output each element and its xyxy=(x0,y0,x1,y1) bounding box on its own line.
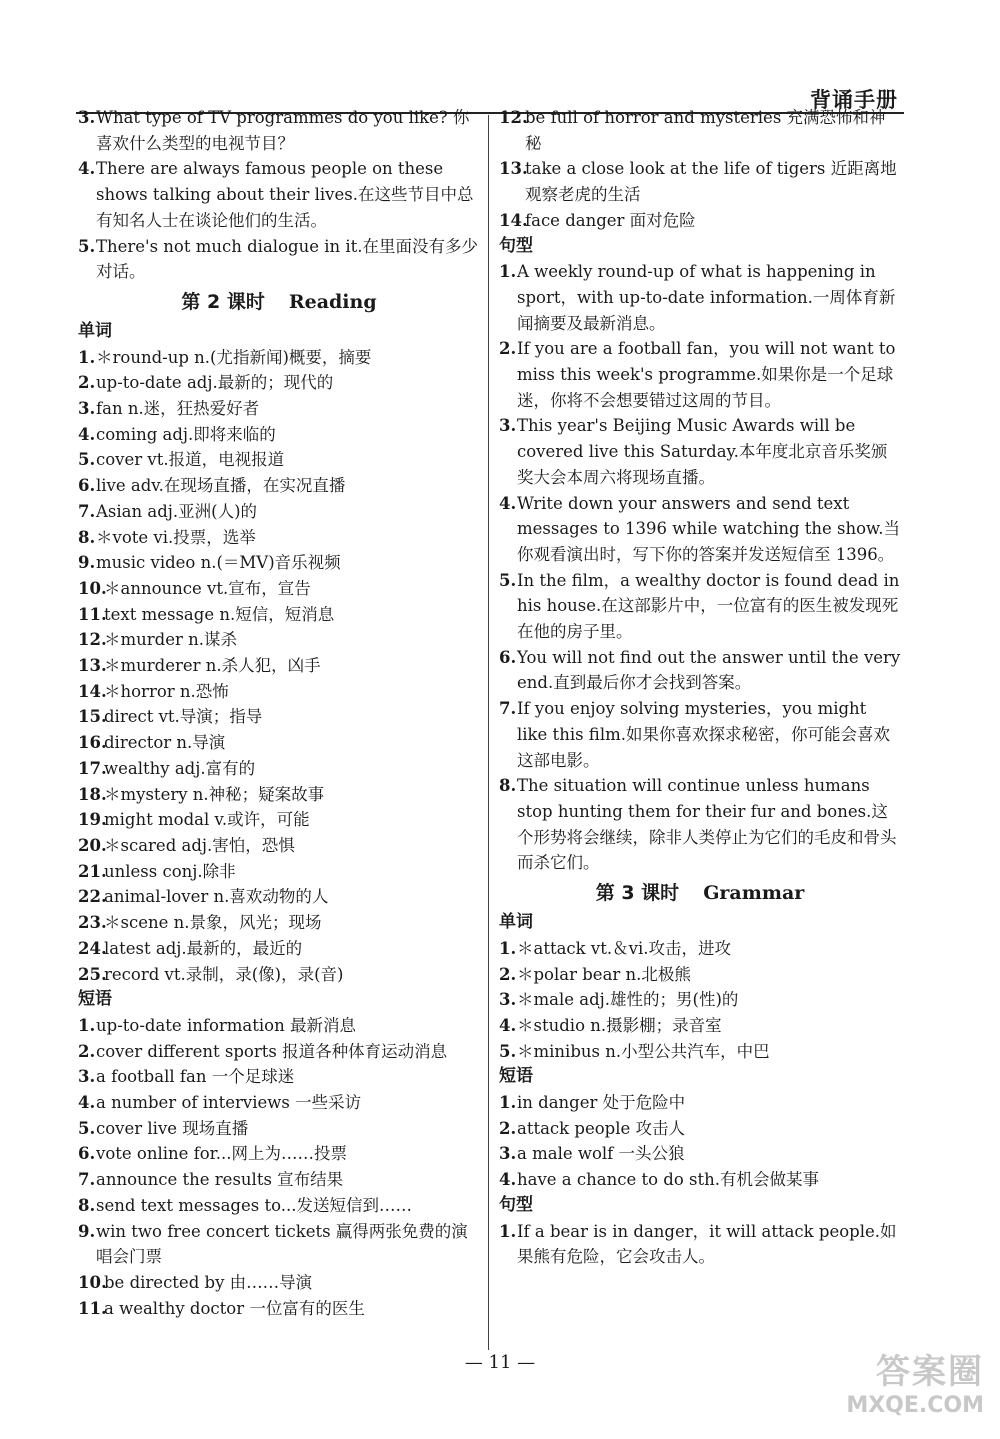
list-item xyxy=(78,627,480,653)
watermark-logo xyxy=(814,1351,984,1431)
item-text: ＊minibus n.小型公共汽车，中巴 xyxy=(517,1041,770,1061)
item-text: live adv.在现场直播，在实况直播 xyxy=(96,476,346,496)
item-number: 2. xyxy=(78,1041,96,1061)
item-text: wealthy adj.富有的 xyxy=(104,758,256,778)
section-heading: 句型 xyxy=(499,1194,533,1215)
item-number: 24. xyxy=(78,938,107,958)
item-number: 7. xyxy=(499,699,517,719)
list-item xyxy=(78,602,480,628)
list-item xyxy=(78,370,480,396)
item-number: 11. xyxy=(78,1298,107,1318)
item-number: 4. xyxy=(78,424,96,444)
item-text: record vt.录制，录(像)，录(音) xyxy=(104,964,344,984)
item-text: cover vt.报道，电视报道 xyxy=(96,450,285,470)
list-item xyxy=(78,156,480,233)
item-number: 5. xyxy=(499,570,517,590)
list-item xyxy=(78,1219,480,1270)
right-column xyxy=(499,105,901,1270)
item-text: ＊attack vt.＆vi.攻击，进攻 xyxy=(517,938,731,958)
lesson-title xyxy=(78,287,480,317)
item-text: win two free concert tickets 赢得两张免费的演唱会门票 xyxy=(96,1221,468,1267)
item-text: in danger 处于危险中 xyxy=(517,1093,686,1113)
item-text: If you enjoy solving mysteries，you might like this film.如果你喜欢探求秘密，你可能会喜欢这部电影。 xyxy=(517,699,890,770)
item-number: 14. xyxy=(78,681,107,701)
item-number: 9. xyxy=(78,553,96,573)
item-text: The situation will continue unless humans stop hunting them for their fur and bones.这个形势将会继续，除非人类停止为它们的毛皮和骨头而杀它们。 xyxy=(517,776,897,873)
item-number: 3. xyxy=(78,108,96,127)
item-number: 3. xyxy=(78,399,96,419)
item-number: 5. xyxy=(499,1041,517,1061)
page-number: — 11 — xyxy=(464,1352,536,1373)
item-number: 7. xyxy=(78,1170,96,1190)
item-number: 6. xyxy=(499,647,517,667)
item-number: 1. xyxy=(499,938,517,958)
item-number: 7. xyxy=(78,501,96,521)
item-text: In the film，a wealthy doctor is found dead in his house.在这部影片中，一位富有的医生被发现死在他的房子里。 xyxy=(517,570,900,642)
list-item xyxy=(499,645,901,696)
item-number: 15. xyxy=(78,707,107,727)
item-number: 13. xyxy=(499,159,528,179)
item-number: 12. xyxy=(78,630,107,650)
item-number: 4. xyxy=(499,493,517,513)
list-item xyxy=(499,259,901,336)
list-item xyxy=(78,473,480,499)
section-heading: 句型 xyxy=(499,235,533,256)
list-item xyxy=(78,1039,480,1065)
lesson-number: 第 3 课时 xyxy=(595,882,680,905)
item-number: 18. xyxy=(78,784,107,804)
item-text: ＊male adj.雄性的；男(性)的 xyxy=(517,990,739,1010)
item-number: 11. xyxy=(78,604,107,624)
item-text: might modal v.或许，可能 xyxy=(104,810,310,830)
item-number: 10. xyxy=(78,1272,107,1292)
item-number: 1. xyxy=(78,347,96,367)
list-item xyxy=(78,756,480,782)
item-text: up-to-date adj.最新的；现代的 xyxy=(96,373,334,393)
item-text: cover live 现场直播 xyxy=(96,1118,249,1138)
list-item xyxy=(78,653,480,679)
item-text: If you are a football fan，you will not want to miss this week's programme.如果你是一个足球迷，你将不会想要错过这周的节目。 xyxy=(517,339,896,410)
lesson-name: Reading xyxy=(288,290,377,313)
item-text: fan n.迷，狂热爱好者 xyxy=(96,399,260,419)
item-text: ＊mystery n.神秘；疑案故事 xyxy=(104,784,325,804)
item-text: ＊murder n.谋杀 xyxy=(104,630,237,650)
list-item xyxy=(499,987,901,1013)
list-item xyxy=(78,1296,480,1322)
item-text: music video n.(＝MV)音乐视频 xyxy=(96,553,341,573)
list-item xyxy=(499,413,901,490)
item-number: 4. xyxy=(78,159,96,179)
item-number: 4. xyxy=(499,1015,517,1035)
item-text: ＊studio n.摄影棚；录音室 xyxy=(517,1015,722,1035)
list-item xyxy=(499,1039,901,1065)
item-number: 19. xyxy=(78,810,107,830)
list-item xyxy=(499,936,901,962)
item-number: 6. xyxy=(78,1144,96,1164)
list-item xyxy=(78,833,480,859)
list-item xyxy=(499,1013,901,1039)
item-text: attack people 攻击人 xyxy=(517,1118,686,1138)
item-text: ＊announce vt.宣布，宣告 xyxy=(104,578,311,598)
item-number: 4. xyxy=(499,1170,517,1190)
list-item xyxy=(78,730,480,756)
list-item xyxy=(78,576,480,602)
item-number: 25. xyxy=(78,964,107,984)
item-number: 2. xyxy=(78,373,96,393)
list-item xyxy=(499,568,901,645)
item-number: 23. xyxy=(78,913,107,933)
list-item xyxy=(499,1090,901,1116)
list-item xyxy=(499,156,901,207)
item-number: 12. xyxy=(499,108,528,127)
item-text: animal-lover n.喜欢动物的人 xyxy=(104,887,329,907)
item-number: 14. xyxy=(499,210,528,230)
list-item xyxy=(499,1219,901,1270)
item-number: 3. xyxy=(78,1067,96,1087)
section-heading: 单词 xyxy=(499,912,533,933)
item-text: vote online for...网上为……投票 xyxy=(96,1144,347,1164)
item-text: Asian adj.亚洲(人)的 xyxy=(96,501,258,521)
list-item xyxy=(78,782,480,808)
list-item xyxy=(78,1167,480,1193)
item-text: latest adj.最新的，最近的 xyxy=(104,938,303,958)
item-text: ＊polar bear n.北极熊 xyxy=(517,964,691,984)
item-text: text message n.短信，短消息 xyxy=(104,604,335,624)
item-text: unless conj.除非 xyxy=(104,861,236,881)
item-text: There are always famous people on these shows talking about their lives.在这些节目中总有知名人士在谈论他们的生活。 xyxy=(96,159,474,230)
item-text: have a chance to do sth.有机会做某事 xyxy=(517,1170,819,1190)
item-text: ＊vote vi.投票，选举 xyxy=(96,527,256,547)
list-item xyxy=(78,1141,480,1167)
item-number: 4. xyxy=(78,1093,96,1113)
item-text: cover different sports 报道各种体育运动消息 xyxy=(96,1041,448,1061)
item-number: 5. xyxy=(78,236,96,256)
list-item xyxy=(78,422,480,448)
item-text: ＊scene n.景象，风光；现场 xyxy=(104,913,322,933)
item-number: 20. xyxy=(78,835,107,855)
list-item xyxy=(78,884,480,910)
item-number: 17. xyxy=(78,758,107,778)
section-heading: 短语 xyxy=(499,1066,533,1087)
item-text: This year's Beijing Music Awards will be covered live this Saturday.本年度北京音乐奖颁奖大会本周六将现场直播。 xyxy=(517,416,888,487)
item-number: 3. xyxy=(499,990,517,1010)
watermark-text: 答案圈 xyxy=(876,1352,984,1392)
list-item xyxy=(78,499,480,525)
watermark-url: MXQE.COM xyxy=(846,1393,984,1418)
item-number: 1. xyxy=(499,262,517,282)
list-item xyxy=(78,1090,480,1116)
item-number: 8. xyxy=(499,776,517,796)
list-item xyxy=(78,1064,480,1090)
item-number: 1. xyxy=(78,1015,96,1035)
list-item xyxy=(499,491,901,568)
item-text: There's not much dialogue in it.在里面没有多少对话。 xyxy=(96,236,479,282)
list-item xyxy=(499,336,901,413)
list-item xyxy=(78,704,480,730)
item-number: 2. xyxy=(499,1118,517,1138)
list-item xyxy=(78,962,480,988)
list-item xyxy=(78,807,480,833)
list-item xyxy=(78,1013,480,1039)
item-text: ＊scared adj.害怕，恐惧 xyxy=(104,835,295,855)
item-number: 1. xyxy=(499,1093,517,1113)
item-text: send text messages to...发送短信到…… xyxy=(96,1195,412,1215)
item-number: 2. xyxy=(499,339,517,359)
item-number: 2. xyxy=(499,964,517,984)
item-text: a male wolf 一头公狼 xyxy=(517,1144,685,1164)
list-item xyxy=(499,696,901,773)
left-column xyxy=(78,105,480,1321)
item-text: ＊murderer n.杀人犯，凶手 xyxy=(104,656,321,676)
item-text: You will not find out the answer until the very end.直到最后你才会找到答案。 xyxy=(517,647,901,693)
list-item xyxy=(78,396,480,422)
list-item xyxy=(499,1141,901,1167)
item-text: A weekly round-up of what is happening in sport，with up-to-date information.一周体育新闻摘要及最新消息。 xyxy=(517,262,896,333)
item-text: If a bear is in danger，it will attack people.如果熊有危险，它会攻击人。 xyxy=(517,1221,897,1267)
item-text: a football fan 一个足球迷 xyxy=(96,1067,295,1087)
item-number: 5. xyxy=(78,1118,96,1138)
list-item xyxy=(78,550,480,576)
item-text: a number of interviews 一些采访 xyxy=(96,1093,362,1113)
item-text: be directed by 由……导演 xyxy=(104,1272,313,1292)
item-number: 13. xyxy=(78,656,107,676)
item-text: ＊round-up n.(尤指新闻)概要，摘要 xyxy=(96,347,372,367)
item-number: 1. xyxy=(499,1221,517,1241)
list-item xyxy=(78,1193,480,1219)
list-item xyxy=(78,936,480,962)
list-item xyxy=(78,234,480,285)
lesson-number: 第 2 课时 xyxy=(181,290,265,313)
item-text: direct vt.导演；指导 xyxy=(104,707,263,727)
column-divider xyxy=(488,115,489,1350)
item-text: ＊horror n.恐怖 xyxy=(104,681,229,701)
item-text: director n.导演 xyxy=(104,733,226,753)
item-number: 5. xyxy=(78,450,96,470)
item-text: announce the results 宣布结果 xyxy=(96,1170,344,1190)
item-number: 10. xyxy=(78,578,107,598)
list-item xyxy=(499,1116,901,1142)
list-item xyxy=(499,208,901,234)
item-number: 8. xyxy=(78,527,96,547)
lesson-name: Grammar xyxy=(703,882,805,905)
item-number: 16. xyxy=(78,733,107,753)
list-item xyxy=(78,525,480,551)
list-item xyxy=(78,859,480,885)
item-text: Write down your answers and send text messages to 1396 while watching the show.当你观看演出时，写下你的答案并发送短信至 1396。 xyxy=(517,493,900,564)
list-item xyxy=(78,105,480,156)
item-text: up-to-date information 最新消息 xyxy=(96,1015,356,1035)
item-text: a wealthy doctor 一位富有的医生 xyxy=(104,1298,365,1318)
list-item xyxy=(78,1270,480,1296)
list-item xyxy=(78,1116,480,1142)
item-number: 21. xyxy=(78,861,107,881)
list-item xyxy=(499,962,901,988)
list-item xyxy=(78,679,480,705)
lesson-title xyxy=(499,878,901,908)
item-number: 3. xyxy=(499,1144,517,1164)
list-item xyxy=(499,1167,901,1193)
list-item xyxy=(78,345,480,371)
item-text: face danger 面对危险 xyxy=(525,210,696,230)
list-item xyxy=(499,773,901,876)
item-number: 9. xyxy=(78,1221,96,1241)
section-heading: 短语 xyxy=(78,989,112,1010)
item-text: What type of TV programmes do you like? 你喜欢什么类型的电视节目？ xyxy=(96,108,470,153)
section-heading: 单词 xyxy=(78,320,112,341)
item-text: coming adj.即将来临的 xyxy=(96,424,276,444)
page-header-title: 背诵手册 xyxy=(810,88,898,112)
list-item xyxy=(78,447,480,473)
item-number: 22. xyxy=(78,887,107,907)
list-item xyxy=(78,910,480,936)
item-text: be full of horror and mysteries 充满恐怖和神秘 xyxy=(525,108,886,153)
item-number: 6. xyxy=(78,476,96,496)
item-text: take a close look at the life of tigers 近距离地观察老虎的生活 xyxy=(525,159,897,205)
item-number: 8. xyxy=(78,1195,96,1215)
list-item xyxy=(499,105,901,156)
item-number: 3. xyxy=(499,416,517,436)
